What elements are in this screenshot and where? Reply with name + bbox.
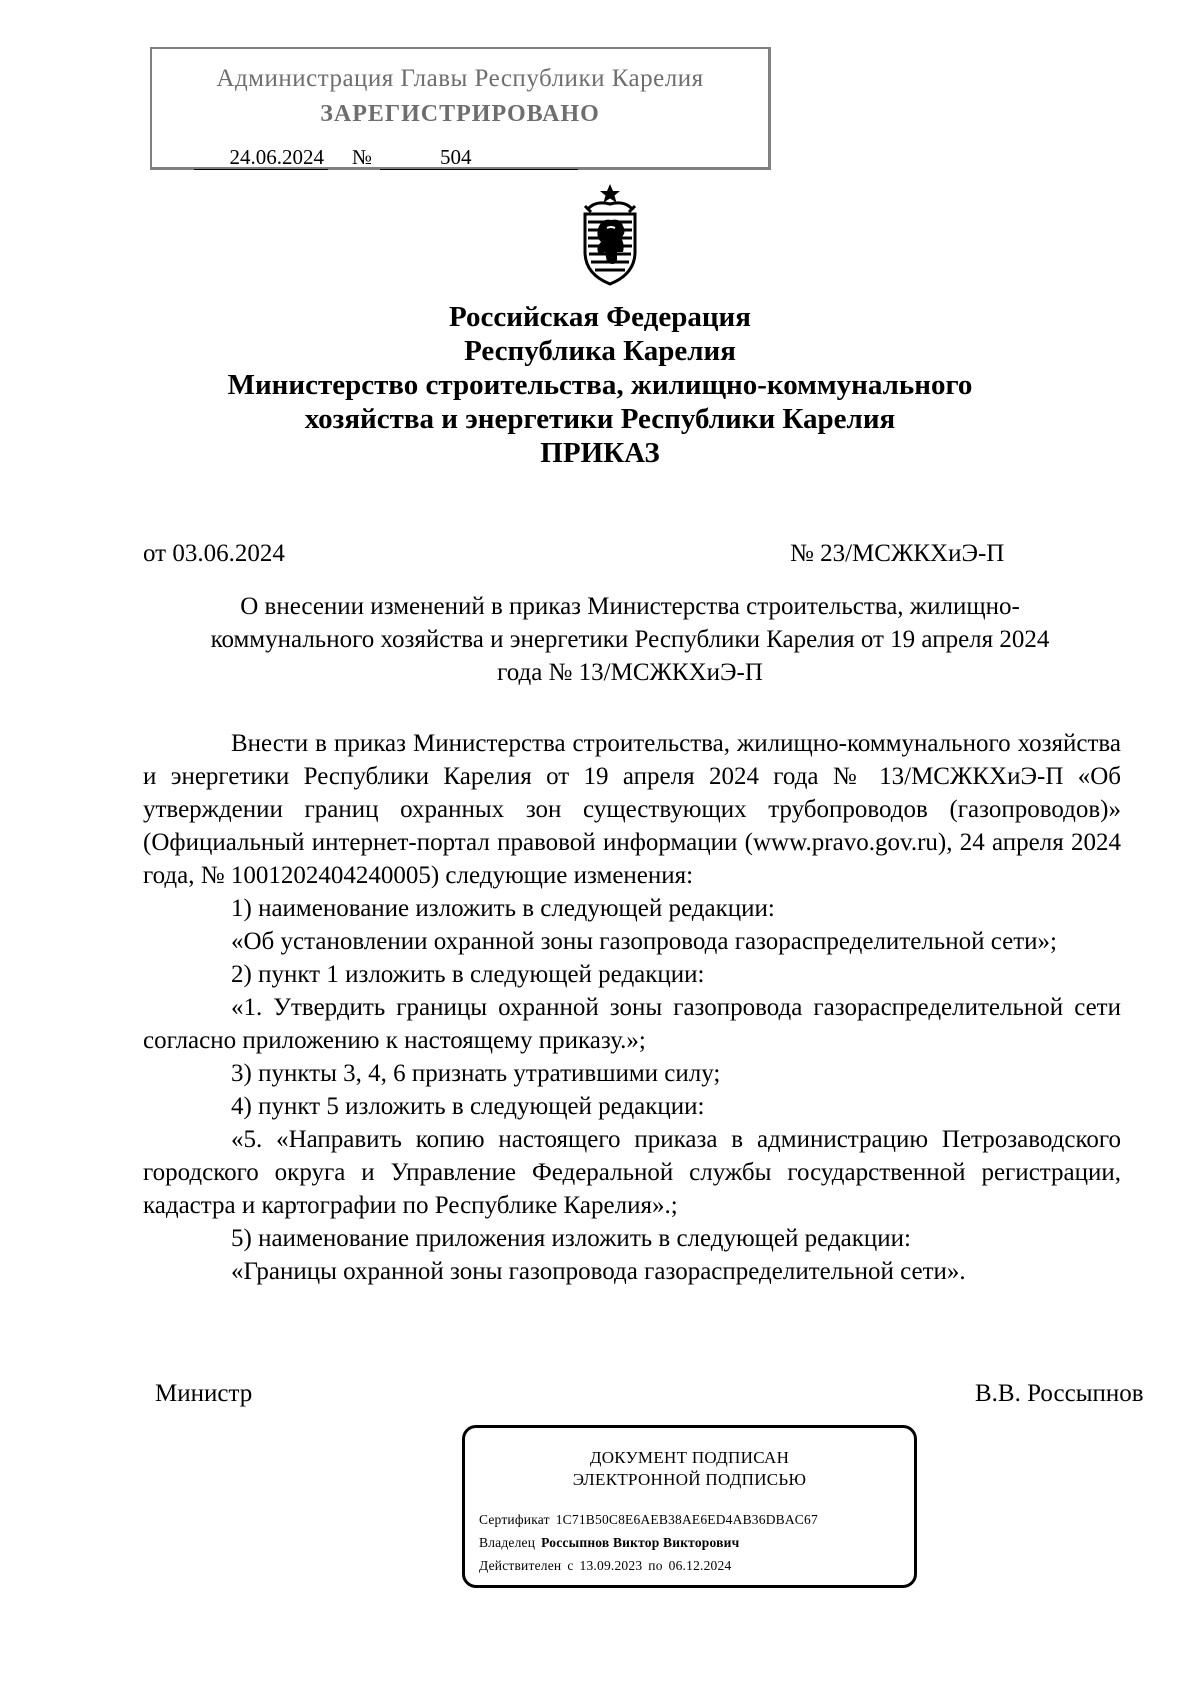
subject-line: коммунального хозяйства и энергетики Республики Карелия от 19 апреля 2024: [210, 626, 1050, 653]
signatory-name: В.В. Россыпнов: [975, 1380, 1144, 1407]
esig-certificate-label: Сертификат: [479, 1512, 550, 1527]
esig-valid-label: Действителен: [479, 1558, 562, 1573]
body-item-2: 2) пункт 1 изложить в следующей редакции:: [231, 961, 705, 988]
esig-valid-from: 13.09.2023: [579, 1558, 643, 1573]
order-body: [143, 727, 1121, 1288]
stamp-status: ЗАРЕГИСТРИРОВАНО: [320, 101, 600, 127]
subject-line: года № 13/МСЖКХиЭ-П: [497, 659, 763, 686]
esig-validity-row: [479, 1558, 731, 1574]
body-item-5-text: «Границы охранной зоны газопровода газораспределительной сети».: [231, 1258, 966, 1285]
electronic-signature-box: [462, 1425, 917, 1588]
order-subject: [150, 590, 1110, 689]
body-item-4: 4) пункт 5 изложить в следующей редакции:: [231, 1093, 705, 1120]
body-item-5: 5) наименование приложения изложить в следующей редакции:: [231, 1225, 911, 1252]
esig-valid-to-label: по: [648, 1558, 663, 1573]
doc-type-title: ПРИКАЗ: [540, 437, 660, 469]
body-intro: Внести в приказ Министерства строительства, жилищно-коммунального хозяйства и энергетики Республики Карелия от 19 апреля 2024 года № 13/МСЖКХиЭ-П «Об утверждении границ охранных зон существующих трубопроводов (газопроводов)» (Официальный интернет-портал правовой информации (www.pravo.gov.ru), 24 апреля 2024 года, № 1001202404240005) следующие изменения:: [143, 730, 1121, 889]
stamp-number-label: №: [352, 145, 373, 169]
header-country: Российская Федерация: [449, 301, 751, 333]
signatory-title: Министр: [155, 1380, 253, 1407]
stamp-date: 24.06.2024: [194, 145, 328, 170]
order-number: № 23/МСЖКХиЭ-П: [790, 540, 1005, 567]
subject-line: О внесении изменений в приказ Министерства строительства, жилищно-: [240, 593, 1020, 620]
esig-title-line1: ДОКУМЕНТ ПОДПИСАН: [589, 1448, 790, 1467]
body-item-2-text: «1. Утвердить границы охранной зоны газопровода газораспределительной сети согласно приложению к настоящему приказу.»;: [143, 994, 1121, 1054]
stamp-number: 504: [380, 145, 578, 170]
esig-owner: Россыпнов Виктор Викторович: [541, 1535, 740, 1550]
esig-title-line2: ЭЛЕКТРОННОЙ ПОДПИСЬЮ: [572, 1470, 807, 1489]
esig-owner-row: [479, 1535, 739, 1551]
esig-valid-from-label: с: [567, 1558, 574, 1573]
esig-owner-label: Владелец: [479, 1535, 536, 1550]
order-date: от 03.06.2024: [143, 540, 285, 567]
body-item-1: 1) наименование изложить в следующей редакции:: [231, 895, 775, 922]
registration-stamp: [150, 47, 771, 170]
esig-valid-to: 06.12.2024: [668, 1558, 732, 1573]
karelia-coat-of-arms-icon: [577, 182, 643, 288]
header-ministry-line2: хозяйства и энергетики Республики Карелия: [304, 403, 896, 435]
body-item-3: 3) пункты 3, 4, 6 признать утратившими силу;: [231, 1060, 721, 1087]
body-item-1-text: «Об установлении охранной зоны газопровода газораспределительной сети»;: [231, 928, 1057, 955]
header-republic: Республика Карелия: [464, 335, 736, 367]
header-ministry-line1: Министерство строительства, жилищно-коммунального: [227, 369, 973, 401]
body-item-4-text: «5. «Направить копию настоящего приказа в администрацию Петрозаводского городского округа и Управление Федеральной службы государственной регистрации, кадастра и картографии по Республике Карелия».;: [143, 1126, 1121, 1219]
esig-certificate-row: [479, 1512, 818, 1528]
stamp-organization: Администрация Главы Республики Карелия: [216, 65, 704, 92]
esig-certificate: 1C71B50C8E6AEB38AE6ED4AB36DBAC67: [555, 1512, 818, 1527]
